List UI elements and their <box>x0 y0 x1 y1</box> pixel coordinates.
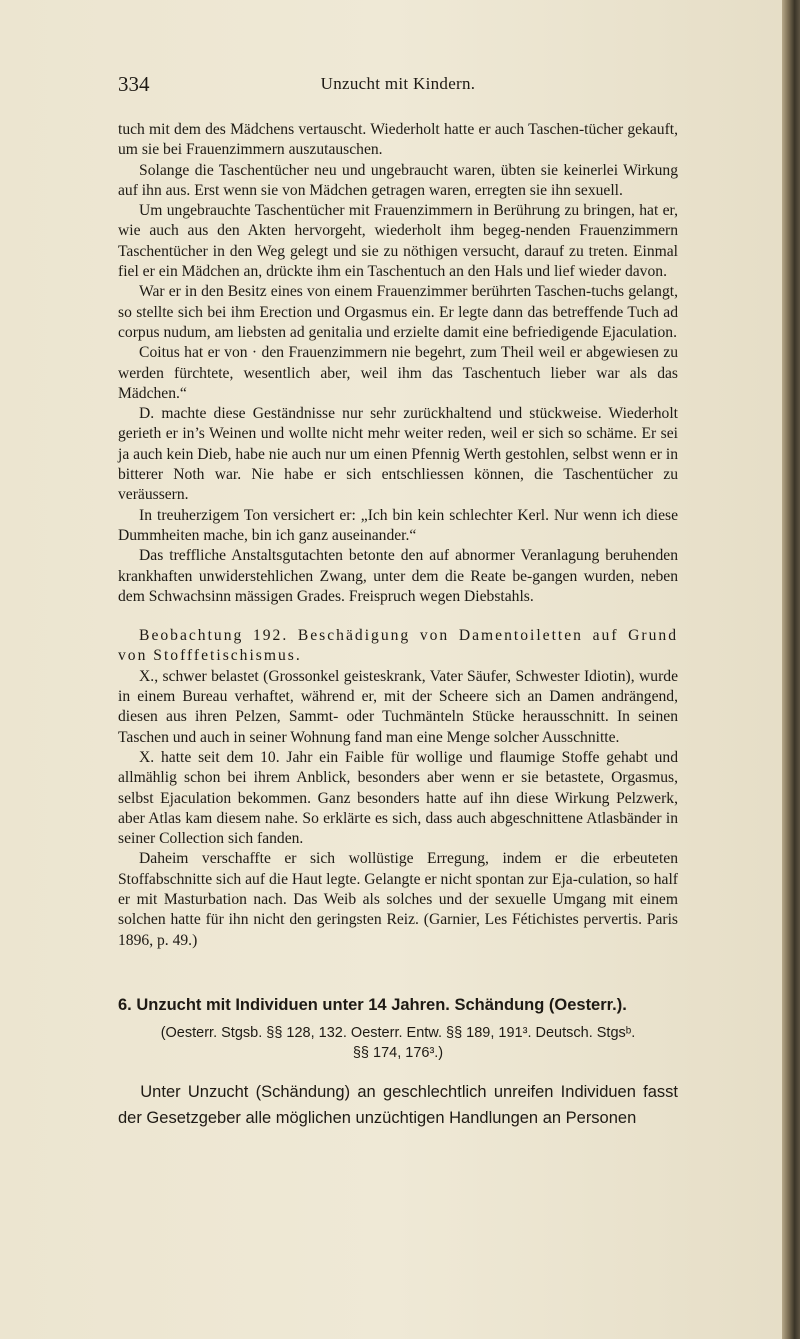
paragraph: War er in den Besitz eines von einem Frauenzimmer berührten Taschen-tuchs gelangt, so stellte sich bei ihm Erection und Orgasmus ein. Er legte dann das betreffende Tuch ad corpus nudum, am liebsten ad genitalia und erzielte damit eine befriedigende Ejaculation. <box>118 283 678 341</box>
paragraph: In treuherzigem Ton versichert er: „Ich bin kein schlechter Kerl. Nur wenn ich diese Dummheiten mache, bin ich ganz auseinander.“ <box>118 506 678 544</box>
paragraph: Solange die Taschentücher neu und ungebraucht waren, übten sie keinerlei Wirkung auf ihn aus. Erst wenn sie von Mädchen getragen waren, erregten sie ihn sexuell. <box>118 161 678 199</box>
paragraph: D. machte diese Geständnisse nur sehr zurückhaltend und stückweise. Wiederholt gerieth er in’s Weinen und wollte nicht mehr weiter reden, weil er sich so schäme. Er sei ja auch kein Dieb, habe nie auch nur um einen Pfennig Werth gestohlen, selbst wenn er in bitterer Noth war. Nie habe er sich entschliessen können, die Taschentücher zu veräussern. <box>118 405 678 504</box>
spacer <box>118 607 678 626</box>
running-title: Unzucht mit Kindern. <box>320 74 476 93</box>
page-header <box>118 72 678 96</box>
paragraph: X. hatte seit dem 10. Jahr ein Faible für wollige und flaumige Stoffe gehabt und allmählig schon bei ihrem Anblick, besonders aber wenn er sie betastete, Orgasmus, selbst Ejaculation bekommen. Ganz besonders hatte auf ihn diese Wirkung Pelzwerk, aber Atlas kam diesem nahe. So erklärte es sich, dass auch abgeschnittene Atlasbänder in seiner Collection sich fanden. <box>118 748 678 848</box>
law-reference: (Oesterr. Stgsb. §§ 128, 132. Oesterr. Entw. §§ 189, 191³. Deutsch. Stgsᵇ. <box>160 1025 636 1042</box>
page-body <box>118 120 678 1131</box>
book-spine-edge <box>782 0 800 1339</box>
observation-heading: Beobachtung 192. Beschädigung von Damentoiletten auf Grund von Stofffetischismus. <box>118 627 678 665</box>
paragraph: X., schwer belastet (Grossonkel geisteskrank, Vater Säufer, Schwester Idiotin), wurde in einem Bureau verhaftet, während er, mit der Scheere sich an Damen andrängend, diesen aus ihren Pelzen, Sammt- oder Tuchmänteln Stücke herausschnitt. In seinen Taschen und auch in seiner Wohnung fand man eine Menge solcher Ausschnitte. <box>118 667 678 746</box>
paragraph: Coitus hat er von · den Frauenzimmern nie begehrt, zum Theil weil er abgewiesen zu werden fürchtete, wesentlich aber, weil ihm das Taschentuch lieber war als das Mädchen.“ <box>118 344 678 402</box>
page-number: 334 <box>118 72 150 96</box>
paragraph: tuch mit dem des Mädchens vertauscht. Wiederholt hatte er auch Taschen-tücher gekauft, um sie bei Frauenzimmern auszutauschen. <box>118 121 678 159</box>
paragraph: Daheim verschaffte er sich wollüstige Erregung, indem er die erbeuteten Stoffabschnitte sich auf die Haut legte. Gelangte er nicht spontan zur Eja-culation, so half er mit Masturbation nach. Das Weib als solches und der sexuelle Umgang mit einem solchen hatte für ihn nicht den geringsten Reiz. (Garnier, Les Fétichistes pervertis. Paris 1896, p. 49.) <box>118 850 678 949</box>
law-reference-continued: §§ 174, 176³.) <box>352 1045 444 1062</box>
paragraph: Das treffliche Anstaltsgutachten betonte den auf abnormer Veranlagung beruhenden krankhaften unwiderstehlichen Zwang, unter dem die Reate be-gangen wurden, neben dem Schwachsinn mässigen Grades. Freispruch wegen Diebstahls. <box>118 547 678 605</box>
section-heading: 6. Unzucht mit Individuen unter 14 Jahren. Schändung (Oesterr.). <box>118 995 627 1014</box>
section-text: Unter Unzucht (Schändung) an geschlechtlich unreifen Individuen fasst der Gesetzgeber alle möglichen unzüchtigen Handlungen an Personen <box>118 1083 678 1128</box>
paragraph: Um ungebrauchte Taschentücher mit Frauenzimmern in Berührung zu bringen, hat er, wie auch aus den Akten hervorgeht, wiederholt ihm begeg-nenden Frauenzimmern Taschentücher in den Weg gelegt und sie zu nöthigen versucht, darauf zu treten. Einmal fiel er ein Mädchen an, drückte ihm ein Taschentuch an den Hals und lief wieder davon. <box>118 202 678 281</box>
spacer <box>118 951 678 995</box>
